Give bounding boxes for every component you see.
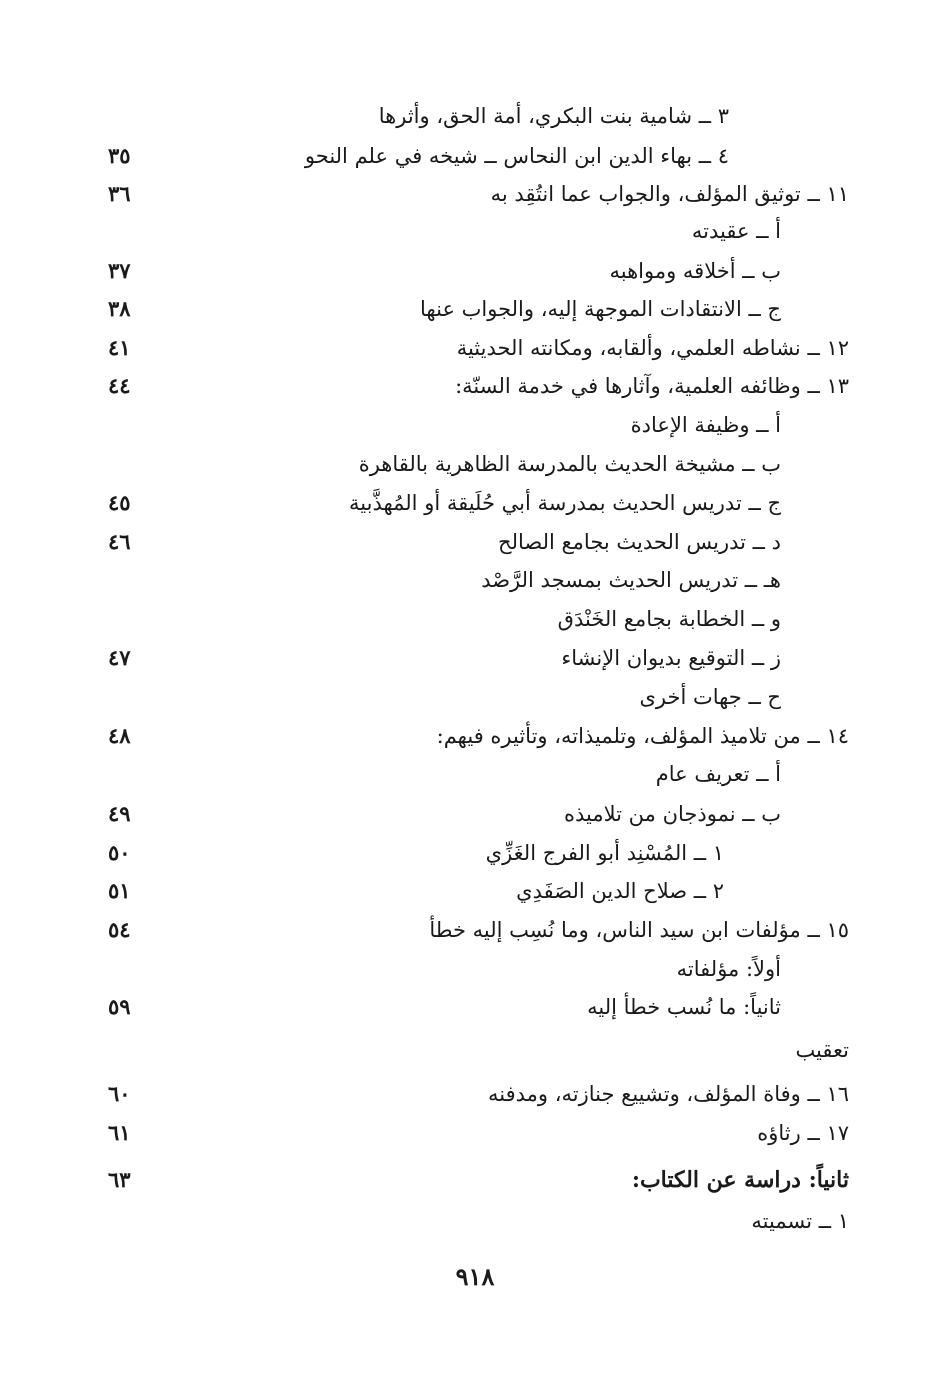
toc-entry: أ ــ عقيدته [691, 219, 781, 243]
toc-line [0, 912, 949, 948]
toc-entry: د ــ تدريس الحديث بجامع الصالح [498, 530, 781, 554]
toc-line [0, 98, 949, 134]
toc-line [0, 368, 949, 404]
toc-line [0, 1076, 949, 1112]
toc-line [0, 796, 949, 832]
toc-entry: ١١ ــ توثيق المؤلف، والجواب عما انتُقِد به [490, 182, 849, 206]
toc-page-number: ٤٧ [108, 645, 131, 670]
toc-entry: ح ــ جهات أخرى [639, 685, 781, 709]
toc-line [0, 679, 949, 715]
toc-page-number: ٦٣ [108, 1167, 131, 1192]
toc-page-number: ٥٠ [108, 840, 131, 865]
toc-entry: ج ــ تدريس الحديث بمدرسة أبي حُلَيقة أو المُهذَّبية [349, 491, 781, 515]
toc-entry: ١٧ ــ رثاؤه [757, 1121, 849, 1145]
toc-line [0, 1162, 949, 1198]
toc-page-number: ٦١ [108, 1120, 131, 1145]
toc-entry: ب ــ نموذجان من تلاميذه [564, 802, 781, 826]
toc-line [0, 756, 949, 792]
toc-entry: ٤ ــ بهاء الدين ابن النحاس ــ شيخه في علم النحو [304, 144, 729, 168]
toc-line [0, 1115, 949, 1151]
toc-line [0, 835, 949, 871]
toc-line [0, 253, 949, 289]
toc-line [0, 989, 949, 1025]
toc-line [0, 1203, 949, 1239]
toc-entry: ١٣ ــ وظائفه العلمية، وآثارها في خدمة السنّة: [455, 374, 849, 398]
toc-entry: ١٥ ــ مؤلفات ابن سيد الناس، وما نُسِب إليه خطأ [429, 918, 849, 942]
toc-entry: ب ــ مشيخة الحديث بالمدرسة الظاهرية بالقاهرة [358, 452, 781, 476]
toc-line [0, 407, 949, 443]
toc-entry: ١ ــ تسميته [751, 1209, 849, 1233]
toc-line [0, 138, 949, 174]
toc-page-number: ٦٠ [108, 1081, 131, 1106]
toc-page-number: ٥٩ [108, 994, 131, 1019]
toc-entry: ١٦ ــ وفاة المؤلف، وتشييع جنازته، ومدفنه [488, 1082, 849, 1106]
toc-entry: ١٤ ــ من تلاميذ المؤلف، وتلميذاته، وتأثيره فيهم: [436, 724, 849, 748]
toc-entry: ب ــ أخلاقه ومواهبه [609, 259, 781, 283]
toc-entry: ثانياً: ما نُسب خطأ إليه [587, 995, 781, 1019]
toc-entry: أولاً: مؤلفاته [676, 957, 781, 981]
toc-entry: ٢ ــ صلاح الدين الصَفَدِي [516, 879, 724, 903]
toc-line [0, 524, 949, 560]
toc-line [0, 213, 949, 249]
toc-line [0, 562, 949, 598]
toc-page-number: ٥١ [108, 878, 131, 903]
toc-entry: ١ ــ المُسْنِد أبو الفرج الغَزِّي [485, 841, 724, 865]
toc-line [0, 330, 949, 366]
toc-page-number: ٤٨ [108, 723, 131, 748]
toc-page-number: ٤٩ [108, 801, 131, 826]
toc-page-number: ٤٤ [108, 373, 131, 398]
toc-entry: ج ــ الانتقادات الموجهة إليه، والجواب عنها [420, 297, 781, 321]
toc-line [0, 951, 949, 987]
toc-entry: ز ــ التوقيع بديوان الإنشاء [561, 646, 781, 670]
toc-entry: تعقيب [795, 1038, 849, 1062]
toc-page-number: ٣٦ [108, 181, 131, 206]
toc-entry: ٣ ــ شامية بنت البكري، أمة الحق، وأثرها [378, 104, 729, 128]
toc-line [0, 485, 949, 521]
toc-section-heading: ثانياً: دراسة عن الكتاب: [631, 1167, 849, 1193]
toc-entry: ١٢ ــ نشاطه العلمي، وألقابه، ومكانته الحديثية [456, 336, 849, 360]
toc-line [0, 291, 949, 327]
toc-page-number: ٤٥ [108, 490, 131, 515]
toc-entry: هـ ــ تدريس الحديث بمسجد الرَّصْد [481, 568, 781, 592]
toc-entry: و ــ الخطابة بجامع الخَنْدَق [557, 607, 781, 631]
toc-line [0, 446, 949, 482]
toc-entry: أ ــ وظيفة الإعادة [630, 413, 781, 437]
toc-line [0, 873, 949, 909]
toc-page-number: ٤١ [108, 335, 131, 360]
toc-page-number: ٣٨ [108, 296, 131, 321]
toc-line [0, 718, 949, 754]
toc-page-number: ٥٤ [108, 917, 131, 942]
toc-page-number: ٣٧ [108, 258, 131, 283]
toc-page-number: ٣٥ [108, 143, 131, 168]
page-number-footer: ٩١٨ [455, 1262, 495, 1291]
toc-page-number: ٤٦ [108, 529, 131, 554]
toc-line [0, 601, 949, 637]
toc-line [0, 640, 949, 676]
toc-entry: أ ــ تعريف عام [655, 762, 781, 786]
toc-line [0, 176, 949, 212]
toc-line [0, 1032, 949, 1068]
